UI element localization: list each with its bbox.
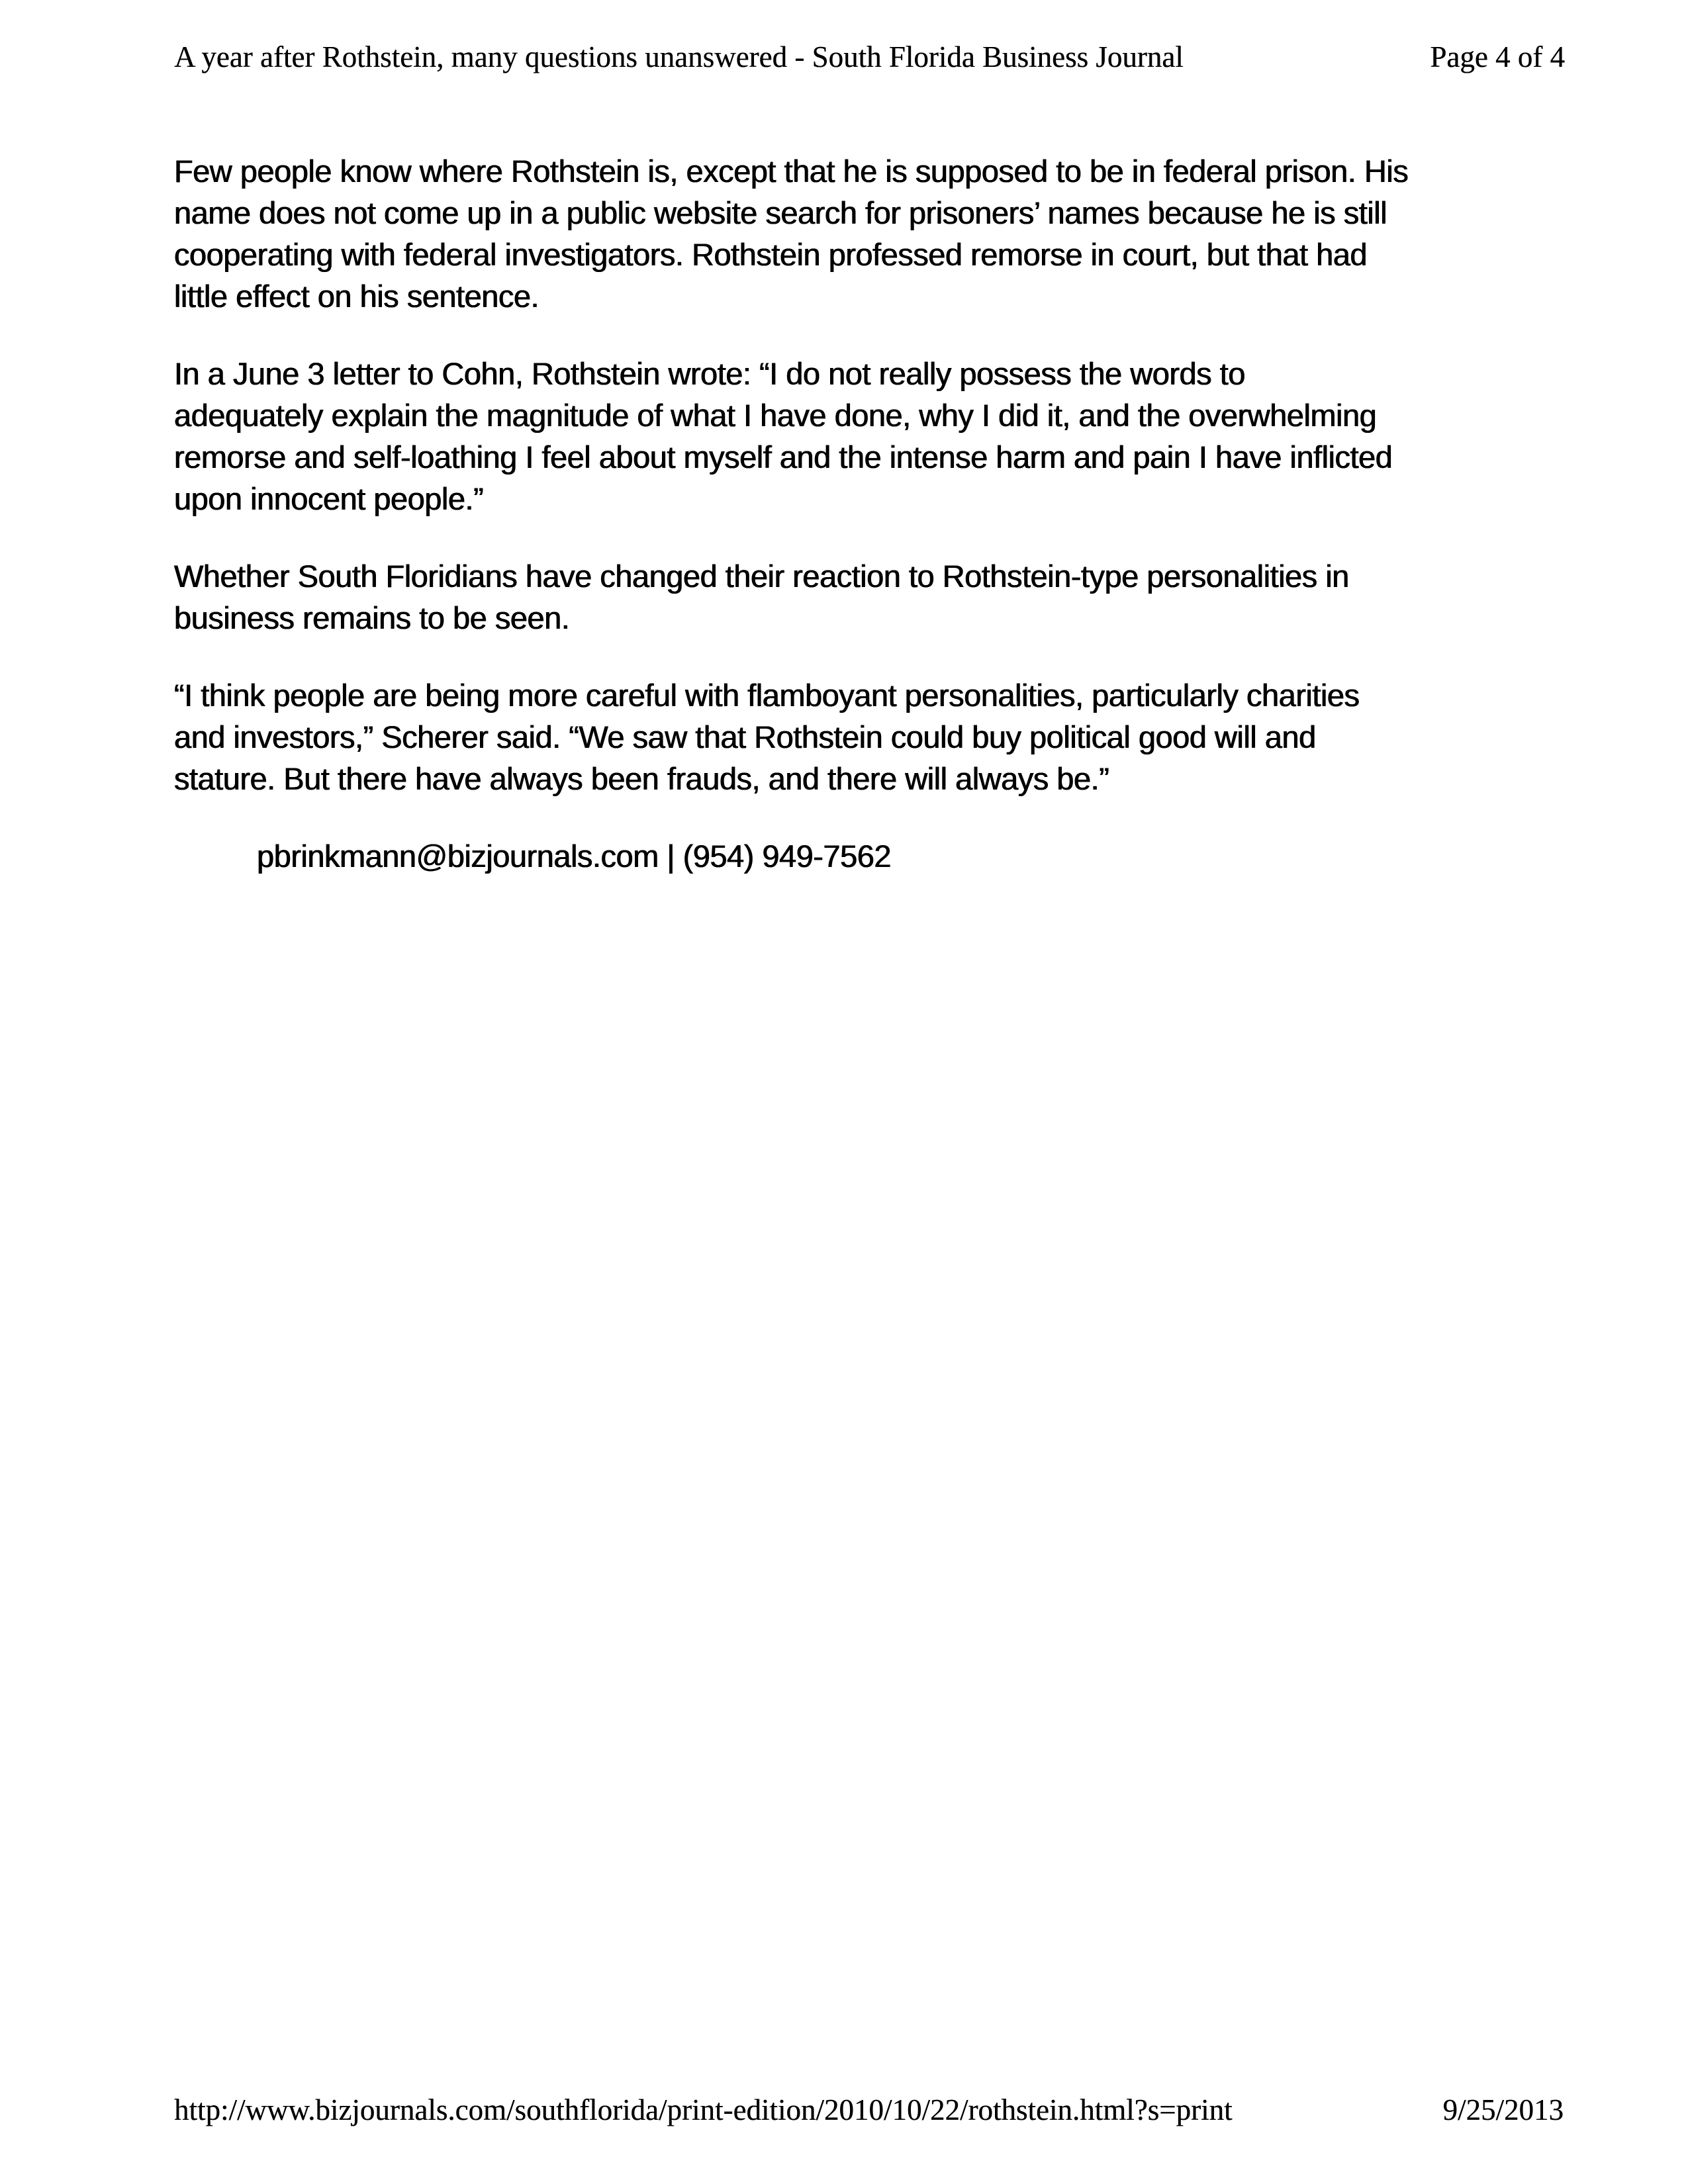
paragraph-2: [174, 353, 1548, 520]
body-line: remorse and self-loathing I feel about myself and the intense harm and pain I have inflicted: [174, 439, 1393, 475]
body-line: “I think people are being more careful with flamboyant personalities, particularly charities: [174, 678, 1360, 713]
body-line: little effect on his sentence.: [174, 279, 539, 314]
header-title: A year after Rothstein, many questions unanswered - South Florida Business Journal: [174, 40, 1184, 73]
body-line: upon innocent people.”: [174, 481, 484, 516]
body-line: name does not come up in a public website search for prisoners’ names because he is still: [174, 195, 1387, 230]
body-line: In a June 3 letter to Cohn, Rothstein wrote: “I do not really possess the words to: [174, 356, 1245, 391]
article-body: [174, 150, 1548, 877]
paragraph-4: [174, 674, 1548, 799]
body-line: stature. But there have always been frauds, and there will always be.”: [174, 761, 1109, 796]
contact-line: pbrinkmann@bizjournals.com | (954) 949-7562: [257, 839, 892, 874]
page-footer: [174, 2091, 1564, 2128]
body-line: and investors,” Scherer said. “We saw that Rothstein could buy political good will and: [174, 719, 1316, 754]
body-line: Whether South Floridians have changed their reaction to Rothstein-type personalities in: [174, 559, 1349, 594]
paragraph-1: [174, 150, 1548, 317]
footer-date: 9/25/2013: [1442, 2093, 1564, 2126]
body-line: cooperating with federal investigators. Rothstein professed remorse in court, but that had: [174, 237, 1368, 272]
footer-url: http://www.bizjournals.com/southflorida/print-edition/2010/10/22/rothstein.html?s=print: [174, 2093, 1233, 2126]
body-line: Few people know where Rothstein is, except that he is supposed to be in federal prison. His: [174, 154, 1409, 189]
body-line: adequately explain the magnitude of what I have done, why I did it, and the overwhelming: [174, 398, 1377, 433]
page-header: [174, 38, 1565, 75]
body-line: business remains to be seen.: [174, 600, 570, 635]
header-page-number: Page 4 of 4: [1430, 40, 1565, 73]
paragraph-3: [174, 555, 1548, 639]
